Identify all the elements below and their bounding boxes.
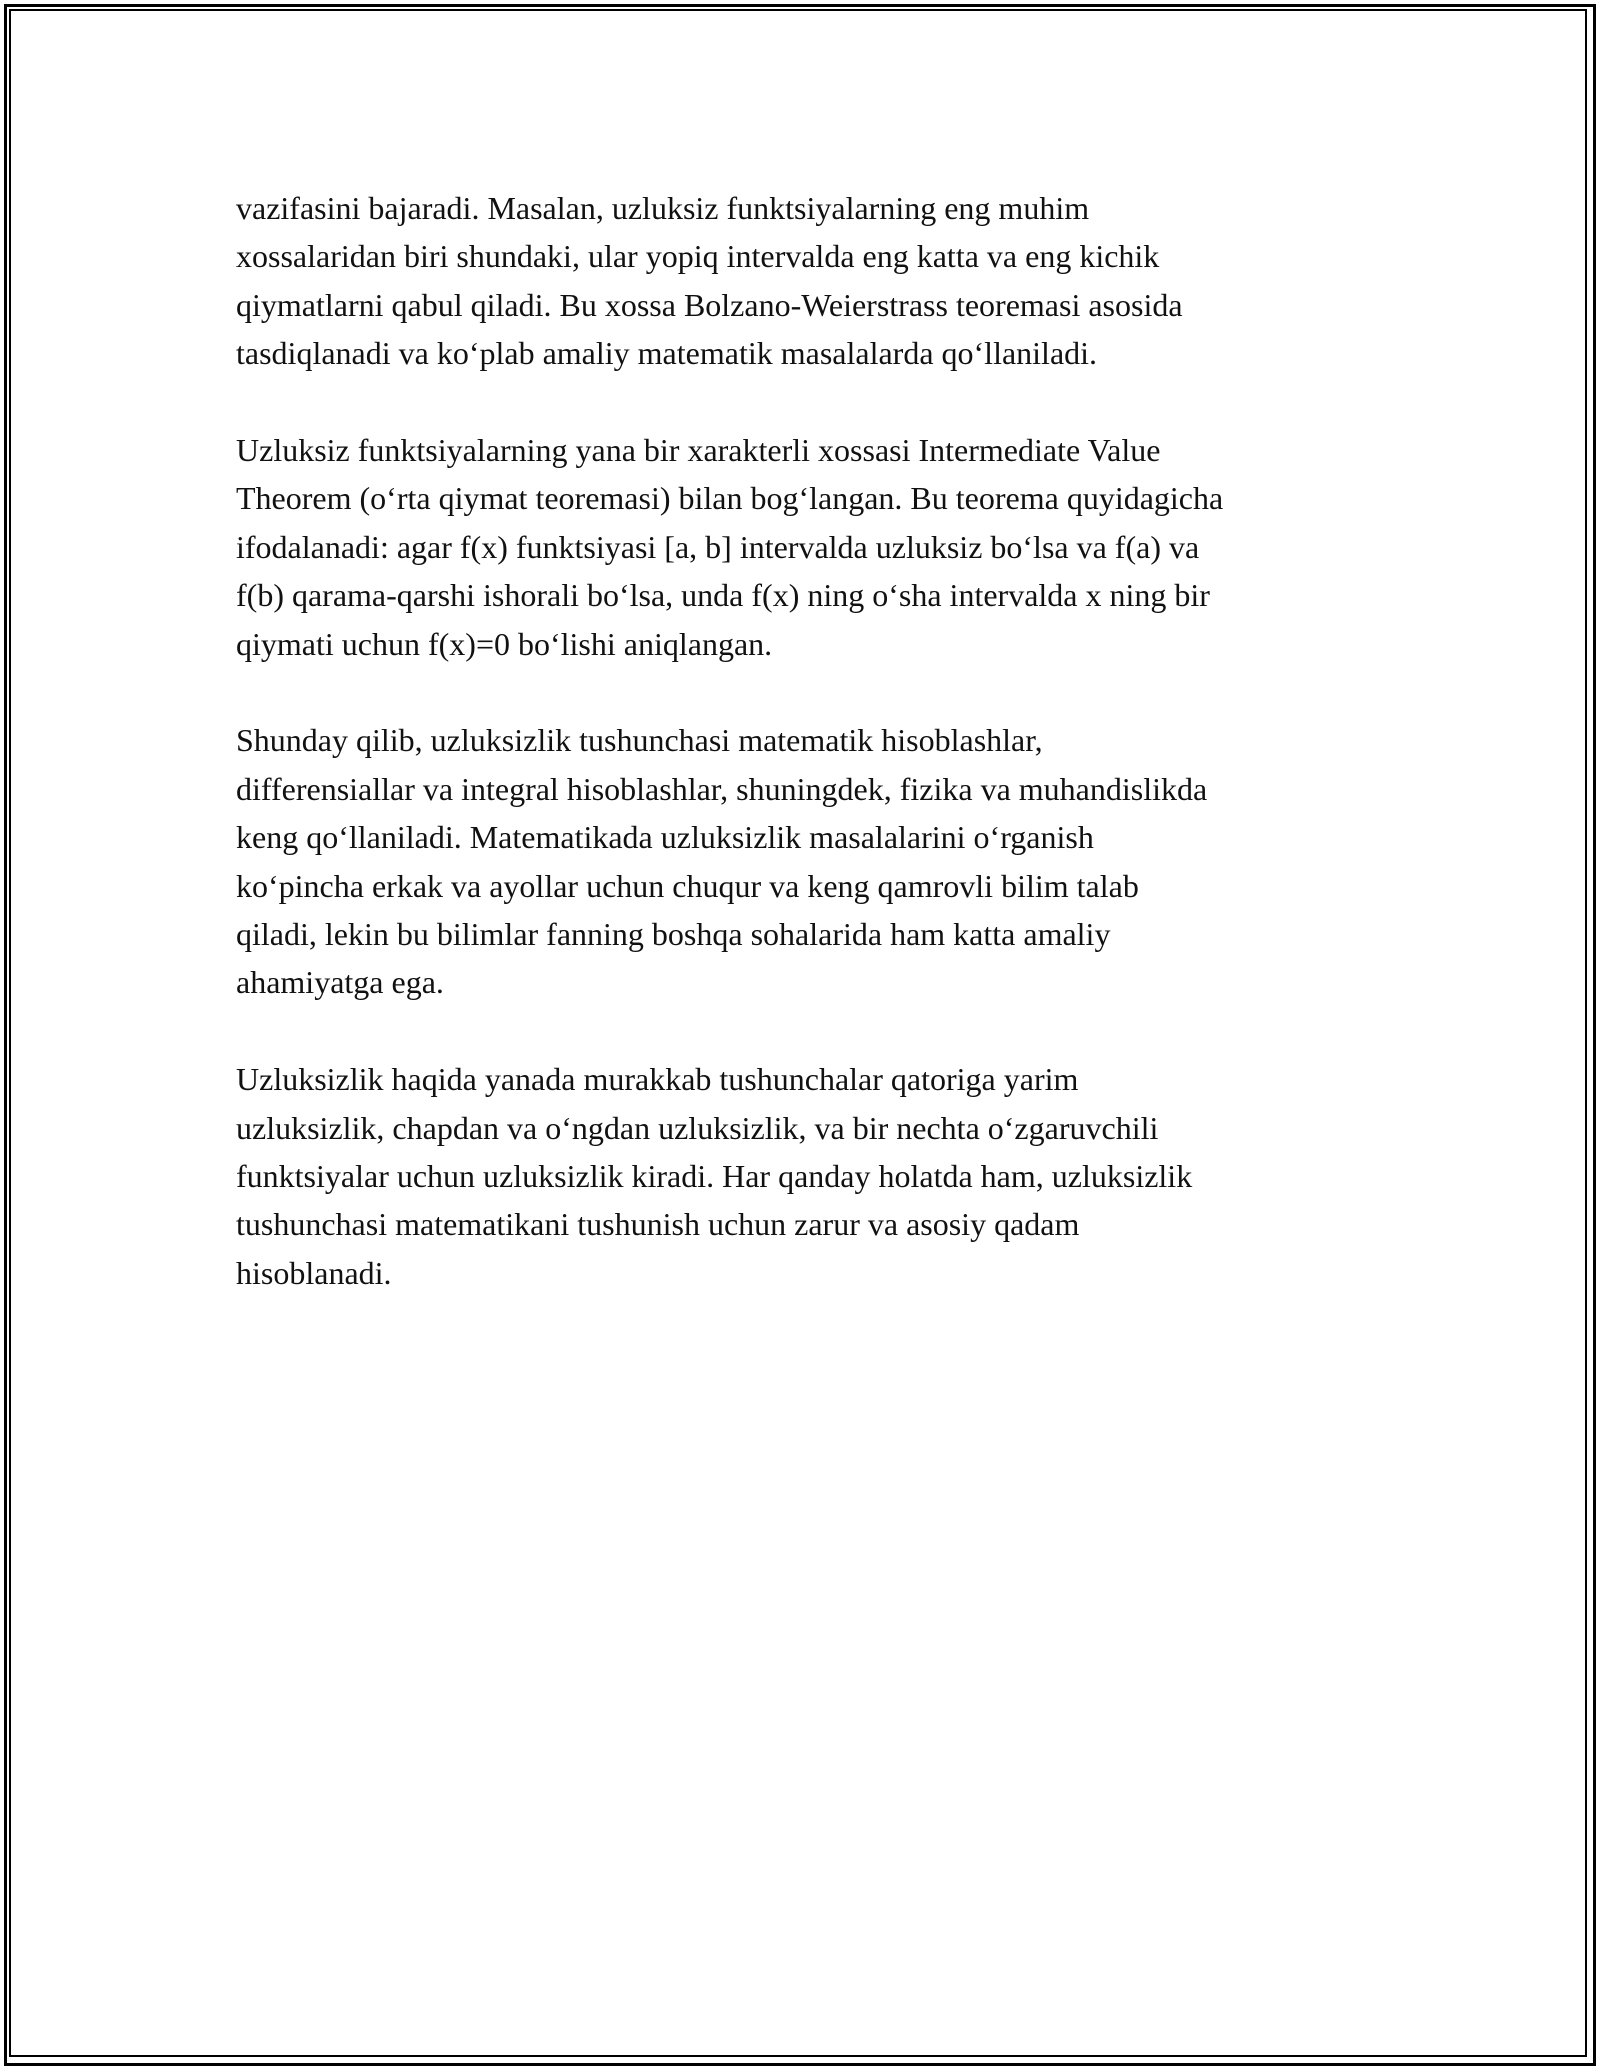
paragraph-2 [236, 426, 1376, 668]
text-line: Uzluksizlik haqida yanada murakkab tushunchalar qatoriga yarim [236, 1061, 1079, 1098]
text-line: qiymati uchun f(x)=0 bo‘lishi aniqlangan. [236, 625, 773, 662]
text-line: differensiallar va integral hisoblashlar, shuningdek, fizika va muhandislikda [236, 770, 1208, 807]
text-line: vazifasini bajaradi. Masalan, uzluksiz funktsiyalarning eng muhim [236, 190, 1090, 226]
text-line: ifodalanadi: agar f(x) funktsiyasi [a, b] intervalda uzluksiz bo‘lsa va f(a) va [236, 528, 1200, 565]
text-line: tasdiqlanadi va ko‘plab amaliy matematik masalalarda qo‘llaniladi. [236, 335, 1098, 372]
text-line: Theorem (o‘rta qiymat teoremasi) bilan bog‘langan. Bu teorema quyidagicha [236, 480, 1224, 517]
text-line: uzluksizlik, chapdan va o‘ngdan uzluksizlik, va bir nechta o‘zgaruvchili [236, 1109, 1159, 1146]
text-line: Shunday qilib, uzluksizlik tushunchasi matematik hisoblashlar, [236, 722, 1043, 759]
text-line: qiladi, lekin bu bilimlar fanning boshqa sohalarida ham katta amaliy [236, 916, 1111, 953]
text-line: Uzluksiz funktsiyalarning yana bir xarakterli xossasi Intermediate Value [236, 432, 1161, 469]
text-line: ahamiyatga ega. [236, 964, 444, 1001]
text-line: ko‘pincha erkak va ayollar uchun chuqur va keng qamrovli bilim talab [236, 867, 1139, 904]
paragraph-1 [236, 184, 1376, 378]
text-line: tushunchasi matematikani tushunish uchun zarur va asosiy qadam [236, 1206, 1080, 1243]
paragraph-4 [236, 1055, 1376, 1297]
text-line: hisoblanadi. [236, 1254, 392, 1291]
text-line: keng qo‘llaniladi. Matematikada uzluksizlik masalalarini o‘rganish [236, 819, 1094, 856]
text-line: qiymatlarni qabul qiladi. Bu xossa Bolzano-Weierstrass teoremasi asosida [236, 286, 1183, 323]
document-body [236, 184, 1376, 1346]
text-line: xossalaridan biri shundaki, ular yopiq intervalda eng katta va eng kichik [236, 238, 1160, 275]
text-line: f(b) qarama-qarshi ishorali bo‘lsa, unda f(x) ning o‘sha intervalda x ning bir [236, 577, 1210, 614]
text-line: funktsiyalar uchun uzluksizlik kiradi. Har qanday holatda ham, uzluksizlik [236, 1158, 1193, 1195]
paragraph-3 [236, 716, 1376, 1006]
